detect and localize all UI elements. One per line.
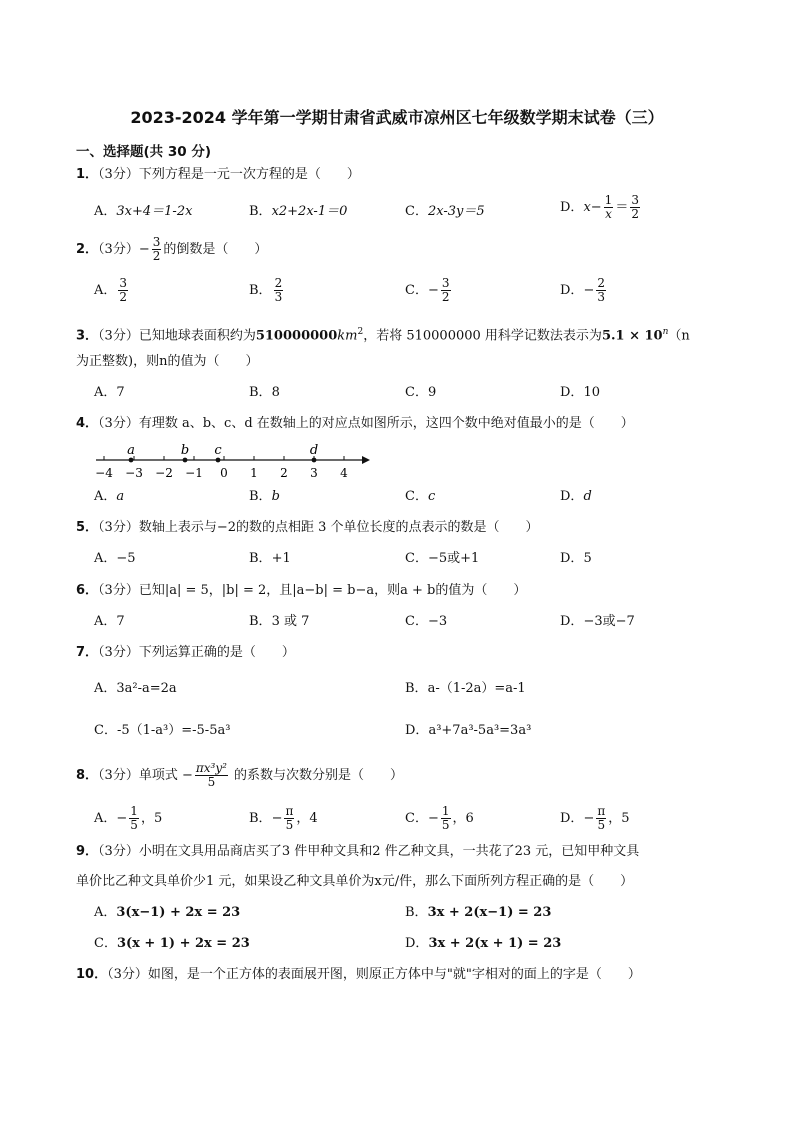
question-8: 8．（3分）单项式 − $\frac{\text{πx³y²}}{5}$ 的系数与次数分别是（ ）	[76, 761, 404, 789]
number-line-tick-label: −3	[125, 466, 143, 480]
q8-option-b[interactable]: B．− $\frac{\pi}{5}$ ，4	[249, 804, 318, 832]
number-line-tick-label: 2	[280, 466, 288, 480]
number-line-tick-label: 0	[220, 466, 228, 480]
q6-option-a[interactable]: A．7	[94, 614, 125, 629]
question-3-line-2: 为正整数)，则n的值为（ ）	[76, 354, 259, 369]
number-line	[95, 443, 370, 480]
q1-option-a[interactable]: A．3x+4＝1-2x	[94, 204, 193, 219]
number-line-tick-label: −1	[185, 466, 203, 480]
number-line-figure	[92, 440, 382, 482]
number-line-tick-label: −2	[155, 466, 173, 480]
question-10: 10．（3分）如图，是一个正方体的表面展开图，则原正方体中与"就"字相对的面上的字是（ ）	[76, 967, 641, 982]
q4-option-d[interactable]: D．d	[560, 489, 592, 504]
q2-option-c[interactable]: C．− $\frac{3}{2}$	[405, 276, 450, 304]
number-line-arrow	[362, 456, 370, 464]
q9-option-d[interactable]: D．3x + 2(x + 1) = 23	[405, 936, 562, 951]
number-line-point-b	[183, 458, 188, 463]
number-line-point-label-b: b	[180, 443, 190, 458]
q7-option-a[interactable]: A．3a²-a=2a	[94, 681, 177, 696]
q9-option-c[interactable]: C．3(x + 1) + 2x = 23	[94, 936, 250, 951]
question-4: 4．（3分）有理数 a、b、c、d 在数轴上的对应点如图所示，这四个数中绝对值最小的是（ ）	[76, 416, 634, 431]
q7-option-c[interactable]: C．-5（1-a³）=-5-5a³	[94, 723, 231, 738]
q5-option-d[interactable]: D．5	[560, 551, 592, 566]
question-6: 6．（3分）已知|a| = 5，|b| = 2，且|a−b| = b−a，则a + b的值为（ ）	[76, 583, 527, 598]
q7-option-b[interactable]: B．a-（1-2a）=a-1	[405, 681, 526, 696]
q5-option-a[interactable]: A．−5	[94, 551, 136, 566]
page-title: 2023-2024 学年第一学期甘肃省武威市凉州区七年级数学期末试卷（三）	[130, 108, 664, 127]
question-7: 7．（3分）下列运算正确的是（ ）	[76, 645, 295, 660]
q3-option-c[interactable]: C．9	[405, 385, 437, 400]
q1-option-d[interactable]: D．x− $\frac{1}{x}$ ＝ $\frac{3}{2}$	[560, 193, 639, 221]
q8-option-d[interactable]: D．− $\frac{\pi}{5}$ ，5	[560, 804, 630, 832]
q5-option-c[interactable]: C．−5或+1	[405, 551, 480, 566]
q6-option-d[interactable]: D．−3或−7	[560, 614, 635, 629]
q9-option-a[interactable]: A．3(x−1) + 2x = 23	[94, 905, 241, 920]
q3-option-a[interactable]: A．7	[94, 385, 125, 400]
q8-option-a[interactable]: A．− $\frac{1}{5}$ ，5	[94, 804, 163, 832]
number-line-point-d	[312, 458, 317, 463]
q4-option-b[interactable]: B．b	[249, 489, 280, 504]
question-1: 1．（3分）下列方程是一元一次方程的是（ ）	[76, 167, 360, 182]
q8-option-c[interactable]: C．− $\frac{1}{5}$ ，6	[405, 804, 474, 832]
q4-option-a[interactable]: A．a	[94, 489, 125, 504]
q6-option-b[interactable]: B．3 或 7	[249, 614, 310, 629]
question-9-line-2: 单价比乙种文具单价少1 元，如果设乙种文具单价为x元/件，那么下面所列方程正确的是（ ）	[76, 874, 634, 889]
question-5: 5．（3分）数轴上表示与−2的数的点相距 3 个单位长度的点表示的数是（ ）	[76, 520, 539, 535]
number-line-tick-label: 3	[310, 466, 318, 480]
q3-option-b[interactable]: B．8	[249, 385, 280, 400]
q9-option-b[interactable]: B．3x + 2(x−1) = 23	[405, 905, 552, 920]
number-line-point-c	[216, 458, 221, 463]
number-line-point-label-c: c	[214, 443, 222, 458]
q1-option-c[interactable]: C．2x-3y＝5	[405, 204, 485, 219]
q3-option-d[interactable]: D．10	[560, 385, 600, 400]
q5-option-b[interactable]: B．+1	[249, 551, 291, 566]
number-line-tick-label: −4	[95, 466, 113, 480]
q2-option-b[interactable]: B． $\frac{2}{3}$	[249, 276, 283, 304]
number-line-point-label-d: d	[309, 443, 319, 458]
number-line-tick-label: 1	[250, 466, 258, 480]
number-line-point-a	[129, 458, 134, 463]
section-heading: 一、选择题(共 30 分)	[76, 144, 212, 160]
q7-option-d[interactable]: D．a³+7a³-5a³=3a³	[405, 723, 532, 738]
question-2: 2．（3分）− $\frac{3}{2}$ 的倒数是（ ）	[76, 235, 268, 263]
q1-option-b[interactable]: B．x2+2x-1＝0	[249, 204, 348, 219]
q2-option-d[interactable]: D．− $\frac{2}{3}$	[560, 276, 605, 304]
q2-option-a[interactable]: A． $\frac{3}{2}$	[94, 276, 128, 304]
question-3: 3．（3分）已知地球表面积约为$510000000km^2$，若将 510000000 用科学记数法表示为$5.1 \times 10^n(n$	[76, 327, 690, 344]
number-line-tick-label: 4	[340, 466, 348, 480]
question-9: 9．（3分）小明在文具用品商店买了3 件甲种文具和2 件乙种文具，一共花了23 元，已知甲种文具	[76, 844, 640, 859]
q6-option-c[interactable]: C．−3	[405, 614, 448, 629]
number-line-point-label-a: a	[127, 443, 135, 458]
q4-option-c[interactable]: C．c	[405, 489, 436, 504]
